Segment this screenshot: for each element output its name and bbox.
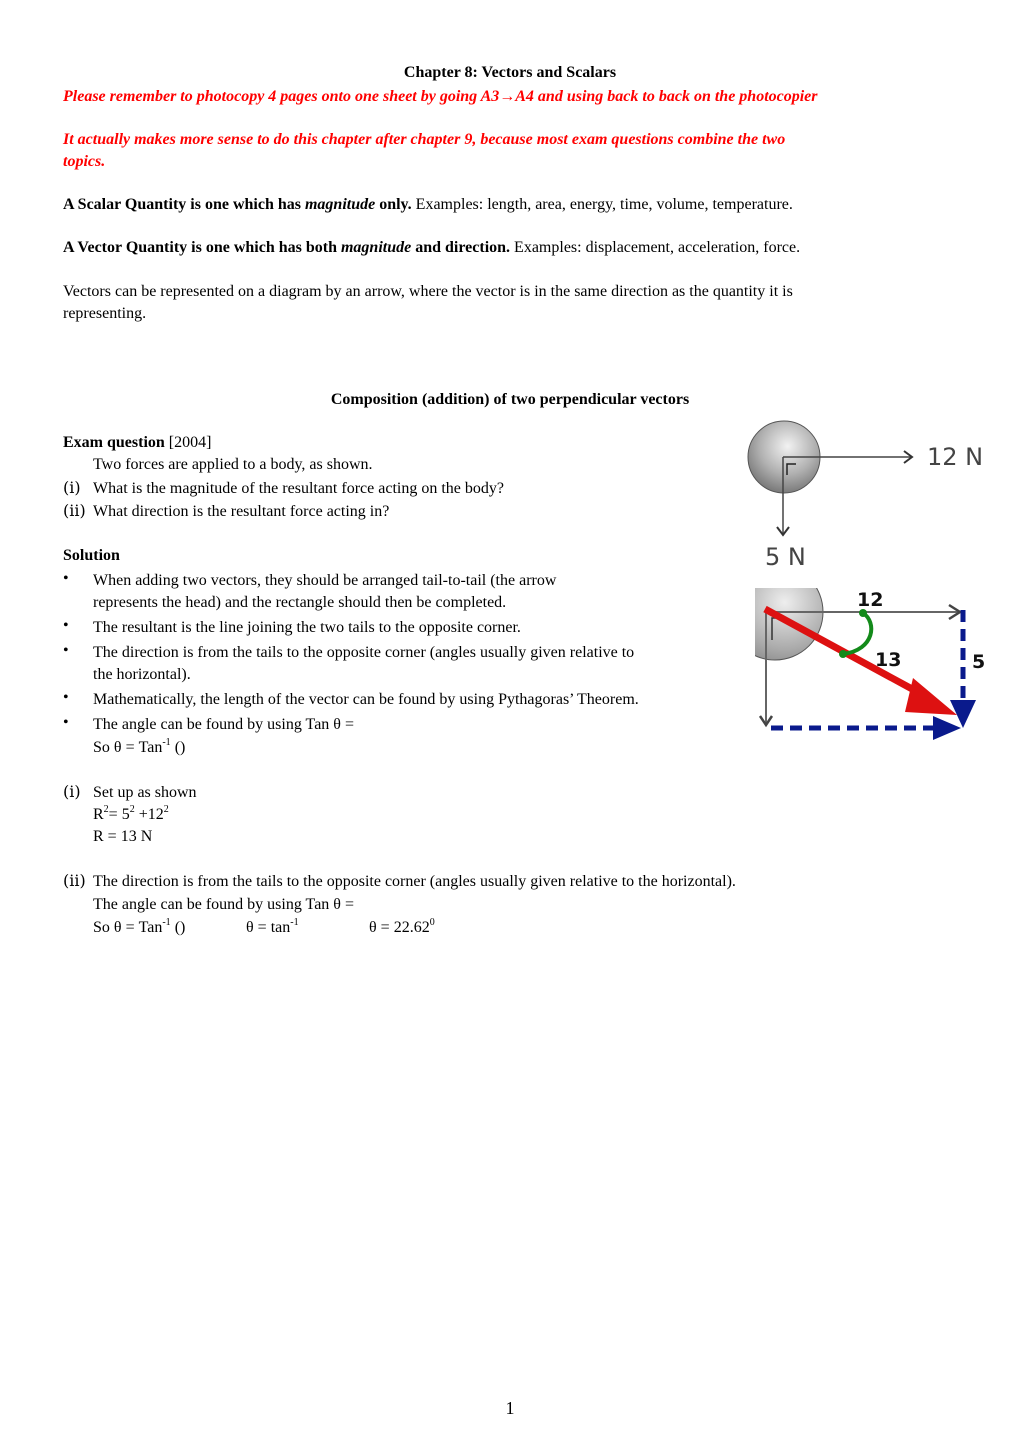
vector-addition-diagram [745,580,1000,755]
eq-twelve-sup: 2 [163,804,169,815]
so-theta-sup: -1 [162,737,171,748]
theta-value: θ = 22.62 [369,919,430,936]
question-text: What is the magnitude of the resultant force acting on the body? [93,480,504,497]
bullet-dot: • [63,617,69,634]
bullet-dot: • [63,714,69,731]
chapter-order-note-line1: It actually makes more sense to do this chapter after chapter 9, because most exam questions combine the two [63,131,786,148]
so-suffix: () [170,919,186,936]
vector-definition [63,238,800,258]
bullet-text: Mathematically, the length of the vector can be found by using Pythagoras’ Theorem. [93,691,639,708]
part-i-number: (i) [63,782,81,801]
resultant-label: 13 [875,649,902,671]
representation-line1: Vectors can be represented on a diagram by an arrow, where the vector is in the same direction as the quantity it is [63,283,793,300]
representation-line2: representing. [63,305,147,322]
solution-heading: Solution [63,547,120,564]
part-i-line1: Set up as shown [93,784,197,801]
bullet-dot: • [63,689,69,706]
vector-lead: A Vector Quantity is one which has both [63,239,341,256]
scalar-lead: A Scalar Quantity is one which has [63,196,305,213]
bullet-text: The angle can be found by using Tan θ = [93,716,354,733]
part-i-result: R = 13 N [93,828,153,845]
resultant-arrowhead-icon [905,678,957,715]
part-ii-number: (ii) [63,871,86,890]
bullet-dot: • [63,570,69,587]
scalar-tail: only. [375,196,412,213]
page-number: 1 [505,1398,515,1418]
vector-examples: Examples: displacement, acceleration, force. [510,239,801,256]
question-number: (i) [63,478,81,497]
so-prefix: So θ = Tan [93,919,163,936]
bullet-text: The direction is from the tails to the opposite corner (angles usually given relative to [93,644,635,661]
eq-mid: = 5 [108,806,130,823]
pythagoras-equation [93,805,169,825]
exam-intro: Two forces are applied to a body, as shown. [93,456,373,473]
horizontal-force-label: 12 N [927,443,984,471]
vertical-vector-label: 5 [972,651,986,673]
dashed-horizontal-arrowhead-icon [933,716,961,740]
vertical-force-label: 5 N [765,543,806,571]
theta-tan: θ = tan [246,919,291,936]
eq-plus: +12 [134,806,164,823]
theta-degree-sup: 0 [429,917,435,928]
eq-r: R [93,806,104,823]
exam-year: [2004] [164,434,212,451]
so-theta-prefix: So θ = Tan [93,739,163,756]
bullet-dot: • [63,642,69,659]
angle-arc-start [839,650,847,658]
part-ii-line2: The angle can be found by using Tan θ = [93,896,354,913]
chapter-order-note-line2: topics. [63,153,106,170]
section-heading: Composition (addition) of two perpendicular vectors [330,391,690,408]
question-text: What direction is the resultant force acting in? [93,503,390,520]
bullet-text: the horizontal). [93,666,191,683]
horizontal-vector-label: 12 [857,589,884,611]
eq-r-sup: 2 [103,804,109,815]
vector-em: magnitude [340,239,412,256]
bullet-text: represents the head) and the rectangle should then be completed. [93,594,507,611]
bullet-text: When adding two vectors, they should be arranged tail-to-tail (the arrow [93,572,557,589]
bullet-text: The resultant is the line joining the two tails to the opposite corner. [93,619,521,636]
scalar-definition [63,195,793,215]
forces-diagram [740,415,1000,575]
exam-label: Exam question [63,434,165,451]
part-ii-formula-b [246,918,299,938]
theta-tan-sup: -1 [290,917,299,928]
so-theta-suffix: () [170,739,186,756]
question-number: (ii) [63,501,86,520]
so-theta-formula [93,738,185,758]
part-ii-formula-a [93,918,185,938]
photocopy-note: Please remember to photocopy 4 pages onto one sheet by going A3→A4 and using back to back on the photocopier [63,88,818,105]
part-ii-line1: The direction is from the tails to the opposite corner (angles usually given relative to the horizontal). [93,873,736,890]
scalar-examples: Examples: length, area, energy, time, volume, temperature. [411,196,793,213]
vector-tail: and direction. [411,239,511,256]
scalar-em: magnitude [304,196,376,213]
eq-five-sup: 2 [129,804,135,815]
angle-arc [843,613,871,654]
exam-question-label [63,433,211,453]
so-sup: -1 [162,917,171,928]
chapter-title: Chapter 8: Vectors and Scalars [403,64,617,81]
part-ii-answer [369,918,435,938]
